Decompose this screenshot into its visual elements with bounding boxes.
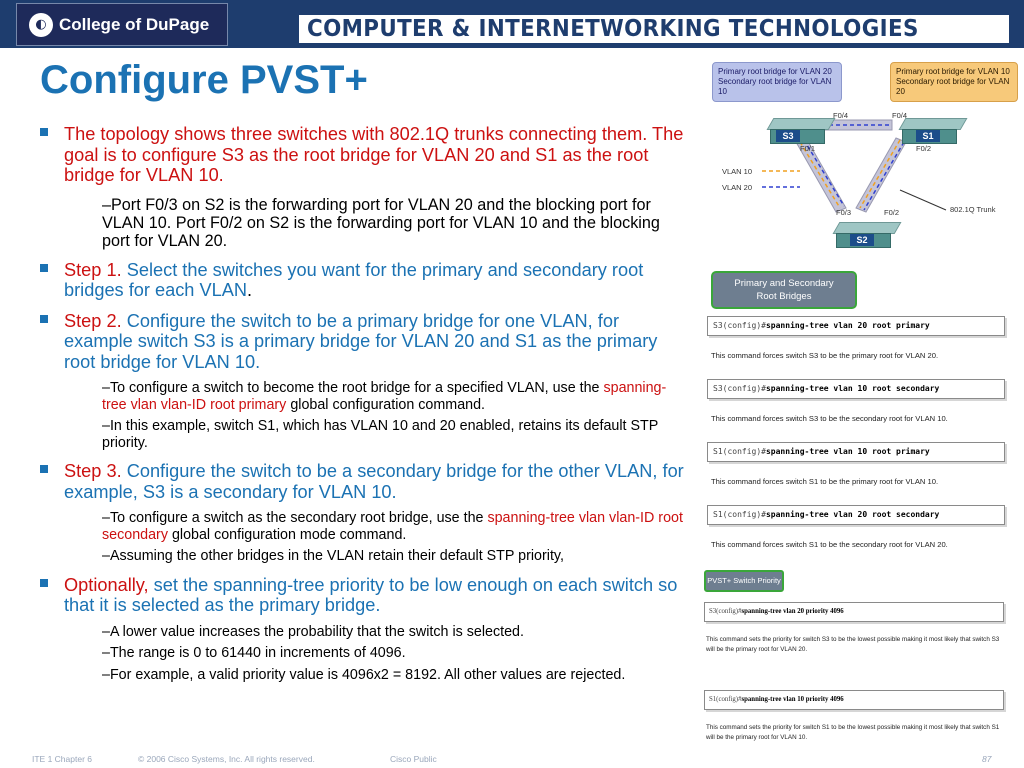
figure-panel <box>700 58 1020 768</box>
cli-command-box <box>704 690 1004 710</box>
bullet-step3 <box>40 461 688 502</box>
switch-s3 <box>770 118 832 146</box>
sub-bullet: –In this example, switch S1, which has VLAN 10 and 20 enabled, retains its default STP priority. <box>102 418 659 451</box>
switch-label: S3 <box>776 130 800 142</box>
bullet-topology <box>40 124 688 186</box>
cli-command-box <box>707 442 1005 462</box>
bullet-step1 <box>40 260 688 301</box>
bullet-square-icon <box>40 465 48 473</box>
cli-command-box <box>707 505 1005 525</box>
cli-prompt: S1(config)# <box>713 447 766 456</box>
sub-bullet: –For example, a valid priority value is 4096x2 = 8192. All other values are rejected. <box>102 666 626 683</box>
logo-text: College of DuPage <box>59 14 210 34</box>
sub-bullet: –The range is 0 to 61440 in increments of 4096. <box>102 645 406 661</box>
legend-vlan10: VLAN 10 <box>722 167 753 176</box>
trunk-label: 802.1Q Trunk <box>950 205 996 214</box>
port-label: F0/3 <box>836 208 852 217</box>
cli-command-box <box>704 602 1004 622</box>
command-text: spanning-tree vlan vlan-ID root primary <box>102 380 667 413</box>
footer-page: 87 <box>982 754 992 764</box>
sub-text: –To configure a switch to become the root bridge for a specified VLAN, use the <box>102 380 604 396</box>
port-label: F0/4 <box>892 111 908 120</box>
bullet-text: Configure the switch to be a secondary bridge for the other VLAN, for example, S3 is a secondary for VLAN 10. <box>64 461 684 502</box>
bullet-square-icon <box>40 128 48 136</box>
port-label: F0/2 <box>916 144 932 153</box>
cli-prompt: S1(config)# <box>713 510 766 519</box>
cli-command: spanning-tree vlan 10 priority 4096 <box>741 696 844 703</box>
step-label: Optionally, <box>64 574 149 595</box>
legend-vlan20: VLAN 20 <box>722 183 753 192</box>
slide-body <box>40 124 688 688</box>
callout-line: Primary root bridge for VLAN 20 <box>718 67 832 76</box>
bullet-text: set the spanning-tree priority to be low enough on each switch so that it is selected as the primary bridge. <box>64 574 678 615</box>
cli-command: spanning-tree vlan 20 root secondary <box>765 510 940 519</box>
port-label: F0/1 <box>800 144 816 153</box>
sub-text: –To configure a switch as the secondary root bridge, use the <box>102 510 488 526</box>
cod-logo-icon: ◐ <box>29 13 53 37</box>
sub-text: global configuration mode command. <box>167 526 407 543</box>
bullet-punct: . <box>247 280 253 300</box>
step-label: Step 3. <box>64 461 122 481</box>
switch-label: S2 <box>850 234 874 246</box>
cli-command: spanning-tree vlan 20 root primary <box>765 321 930 330</box>
cli-command-note: This command forces switch S1 to be the primary root for VLAN 10. <box>711 477 939 486</box>
root-bridges-heading <box>711 271 857 309</box>
sub-bullet <box>40 510 688 543</box>
bullet-square-icon <box>40 315 48 323</box>
cli-command: spanning-tree vlan 20 priority 4096 <box>741 608 844 615</box>
footer-classification: Cisco Public <box>390 754 437 764</box>
cli-prompt: S3(config)# <box>713 321 766 330</box>
step-label: Step 2. <box>64 310 122 331</box>
program-banner <box>298 14 1010 44</box>
college-logo <box>16 3 228 46</box>
cli-command-note: This command forces switch S3 to be the secondary root for VLAN 10. <box>711 414 948 423</box>
cli-command: spanning-tree vlan 10 root primary <box>765 447 930 456</box>
sub-bullet: –A lower value increases the probability that the switch is selected. <box>102 623 524 640</box>
trunk-pointer <box>900 190 946 210</box>
switch-label: S1 <box>916 130 940 142</box>
cli-command-box <box>707 316 1005 336</box>
bullet-optionally <box>40 575 688 616</box>
step-label: Step 1. <box>64 259 122 280</box>
cli-command-note: This command sets the priority for switch S1 to be the lowest possible making it most likely that switch S1 will be the primary root for VLAN 10. <box>706 724 1000 741</box>
bullet-square-icon <box>40 264 48 272</box>
footer-copyright: © 2006 Cisco Systems, Inc. All rights reserved. <box>138 754 315 764</box>
cli-command-box <box>707 379 1005 399</box>
switch-s1 <box>902 118 964 146</box>
slide-title: Configure PVST+ <box>40 58 368 102</box>
cli-command-note: This command forces switch S3 to be the primary root for VLAN 20. <box>711 351 939 360</box>
port-label: F0/4 <box>833 111 849 120</box>
bullet-text: Configure the switch to be a primary bridge for one VLAN, for example switch S3 is a primary bridge for VLAN 20 and S1 as the primary root bridge for VLAN 10. <box>64 310 658 372</box>
callout-line: Secondary root bridge for VLAN 10 <box>718 77 832 96</box>
cli-command-note: This command sets the priority for switch S3 to be the lowest possible making it most likely that switch S3 will be the primary root for VLAN 20. <box>706 636 1000 653</box>
heading-line: Primary and Secondary <box>734 278 834 289</box>
callout-line: Primary root bridge for VLAN 10 <box>896 67 1010 76</box>
sub-bullet: –Port F0/3 on S2 is the forwarding port for VLAN 20 and the blocking port for VLAN 10. Port F0/2 on S2 is the forwarding port for VLAN 10 and the blocking port for VLAN 20. <box>102 195 660 250</box>
callout-line: Secondary root bridge for VLAN 20 <box>896 77 1010 96</box>
cli-prompt: S3(config)# <box>713 384 766 393</box>
sub-text: global configuration command. <box>286 396 486 413</box>
topology-diagram <box>700 58 1020 254</box>
header-bar <box>0 0 1024 48</box>
switch-s2 <box>836 222 898 250</box>
footer-chapter: ITE 1 Chapter 6 <box>32 754 93 764</box>
bullet-square-icon <box>40 579 48 587</box>
bullet-step2 <box>40 311 688 373</box>
cli-prompt: S1(config)# <box>709 696 742 703</box>
heading-line: Root Bridges <box>756 291 812 302</box>
bullet-text: The topology shows three switches with 802.1Q trunks connecting them. The goal is to configure S3 as the root bridge for VLAN 20 and S1 as the root bridge for VLAN 10. <box>64 124 684 185</box>
cli-command-note: This command forces switch S1 to be the secondary root for VLAN 20. <box>711 540 948 549</box>
command-text: spanning-tree vlan vlan-ID root secondary <box>102 510 683 543</box>
banner-text: COMPUTER & INTERNETWORKING TECHNOLOGIES <box>307 16 919 42</box>
cli-command: spanning-tree vlan 10 root secondary <box>765 384 940 393</box>
bullet-text: Select the switches you want for the primary and secondary root bridges for each VLAN <box>64 259 644 300</box>
priority-heading: PVST+ Switch Priority <box>704 570 784 592</box>
port-label: F0/2 <box>884 208 900 217</box>
sub-bullet <box>40 380 688 413</box>
cli-prompt: S3(config)# <box>709 608 742 615</box>
sub-bullet: –Assuming the other bridges in the VLAN retain their default STP priority, <box>102 548 564 564</box>
